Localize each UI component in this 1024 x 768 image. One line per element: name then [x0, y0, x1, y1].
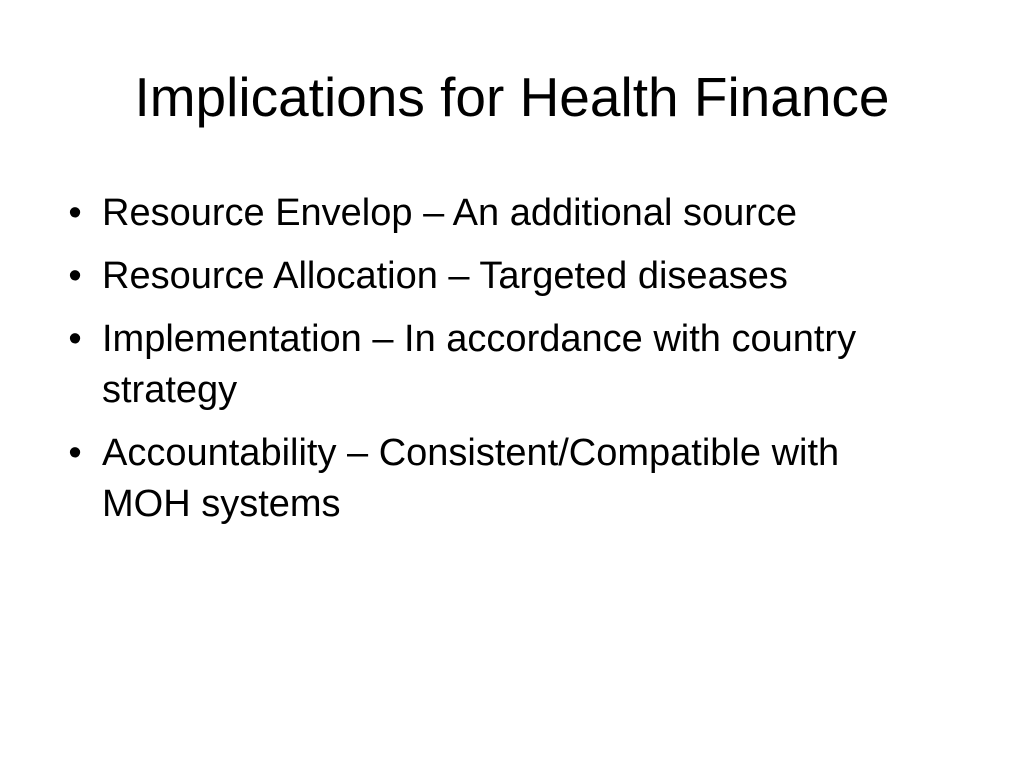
bullet-icon: •: [68, 318, 82, 360]
bullet-item-accountability: [60, 428, 960, 530]
bullet-text: Implementation – In accordance with country strategy: [102, 318, 857, 411]
bullet-item-resource-allocation: [60, 251, 960, 302]
bullet-item-resource-envelop: [60, 188, 960, 239]
bullet-text: Accountability – Consistent/Compatible with MOH systems: [102, 432, 840, 525]
bullet-text: Resource Allocation – Targeted diseases: [102, 255, 788, 297]
bullet-item-implementation: [60, 314, 960, 416]
bullet-list: [60, 188, 960, 542]
slide-title: Implications for Health Finance: [134, 66, 890, 128]
bullet-icon: •: [68, 432, 82, 474]
bullet-icon: •: [68, 255, 82, 297]
bullet-icon: •: [68, 192, 82, 234]
bullet-text: Resource Envelop – An additional source: [102, 192, 798, 234]
